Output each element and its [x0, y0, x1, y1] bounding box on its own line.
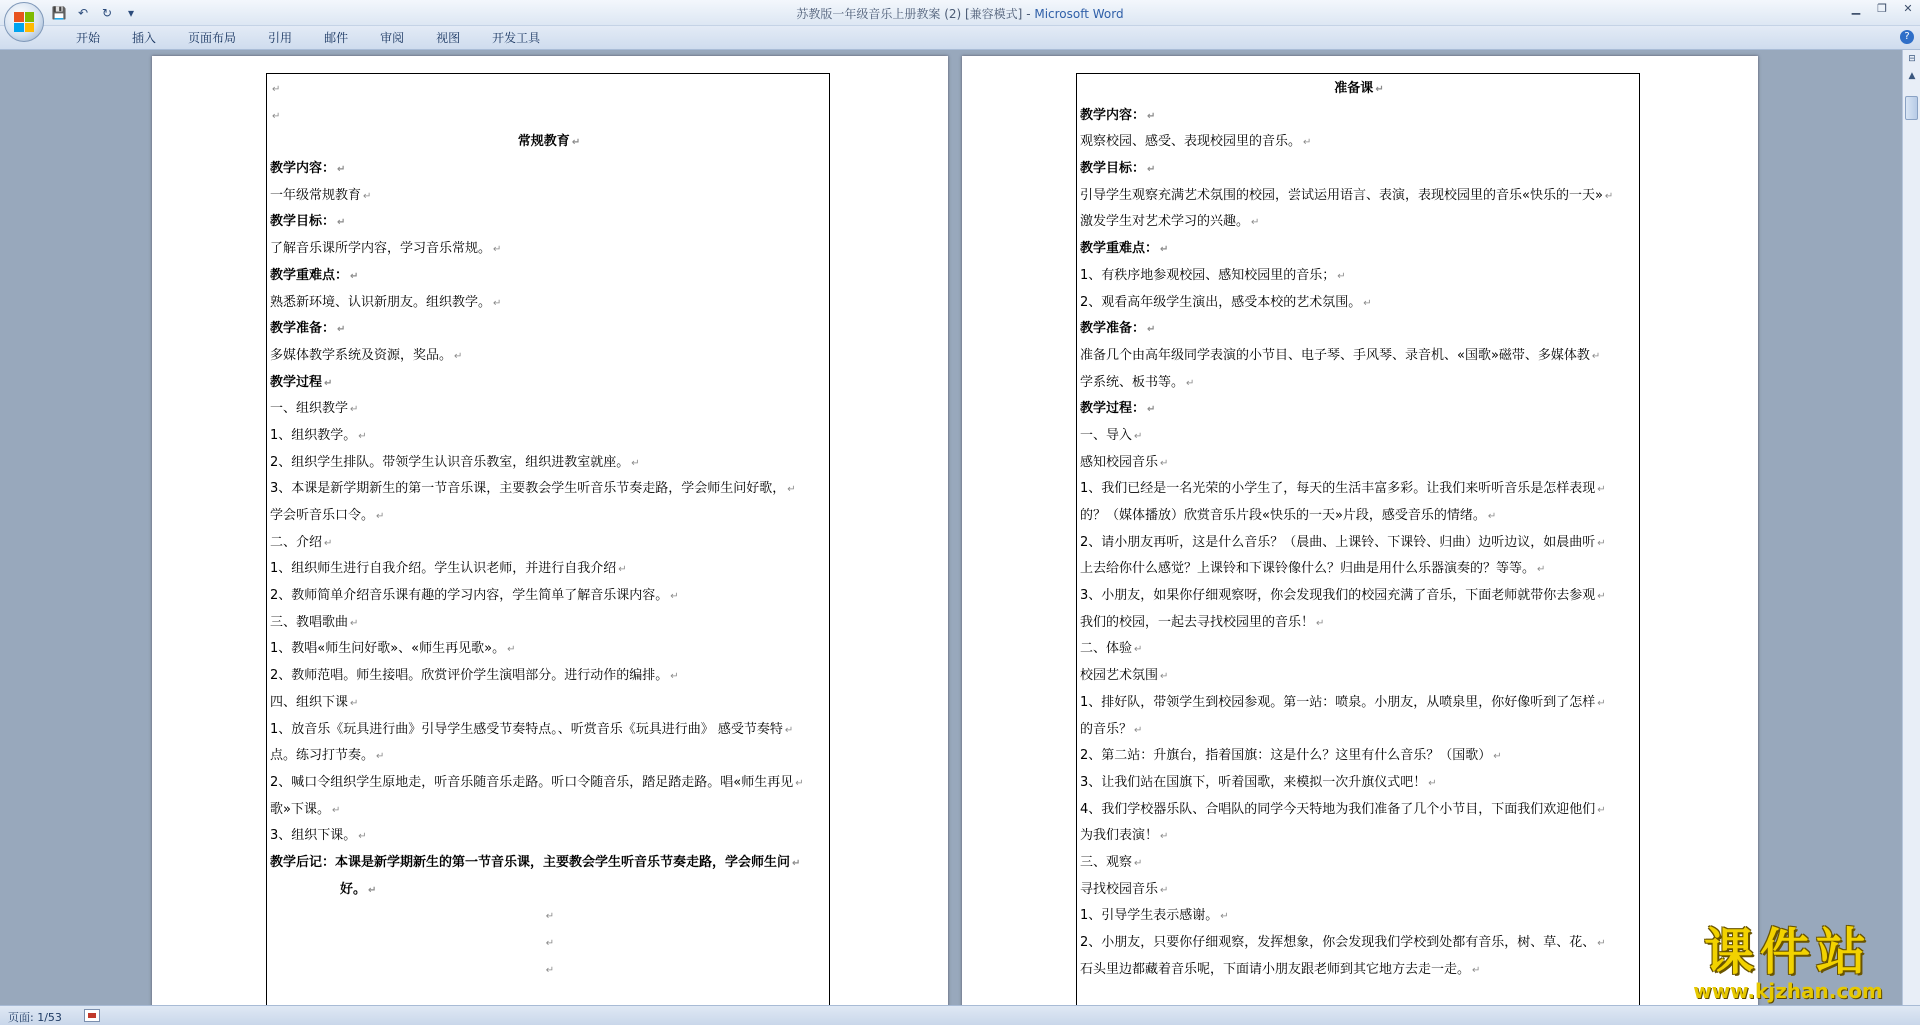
paragraph-mark-icon: ↵ — [1375, 84, 1384, 95]
line-text: 准备课 — [1334, 81, 1374, 96]
text-line — [1080, 823, 1638, 850]
page-text-right — [1080, 76, 1638, 983]
text-line — [1080, 850, 1638, 877]
paragraph-mark-icon: ↵ — [792, 857, 801, 869]
tab-2[interactable]: 页面布局 — [188, 31, 237, 45]
text-line — [1080, 636, 1638, 663]
line-text: 三、观察 — [1080, 854, 1133, 870]
paragraph-mark-icon: ↵ — [1597, 591, 1606, 603]
line-text: 的音乐？ — [1080, 721, 1133, 737]
paragraph-mark-icon: ↵ — [1147, 110, 1156, 122]
text-line — [1080, 717, 1638, 744]
line-text: 1、我们已经是一名光荣的小学生了，每天的生活丰富多彩。让我们来听听音乐是怎样表现 — [1080, 481, 1596, 497]
window-title — [0, 5, 1920, 22]
text-line — [1080, 183, 1638, 210]
line-text: 一、导入 — [1080, 427, 1133, 443]
ruler-toggle-icon[interactable]: ⊟ — [1908, 54, 1916, 64]
line-text: 1、引导学生表示感谢。 — [1080, 908, 1219, 924]
paragraph-mark-icon: ↵ — [1597, 537, 1606, 549]
tab-5[interactable]: 审阅 — [380, 31, 405, 45]
tab-0[interactable]: 开始 — [76, 31, 101, 45]
document-name: 苏教版一年级音乐上册教案 (2) [兼容模式] — [796, 7, 1023, 21]
text-line — [1080, 76, 1638, 103]
text-line — [270, 503, 828, 530]
text-line — [1080, 290, 1638, 317]
text-line — [270, 636, 828, 663]
text-line — [270, 209, 828, 236]
undo-icon[interactable]: ↶ — [77, 6, 89, 20]
text-line — [270, 850, 828, 877]
line-text: 常规教育 — [517, 134, 570, 150]
text-line — [270, 103, 828, 130]
line-text: 2、组织学生排队。带领学生认识音乐教室，组织进教室就座。 — [270, 454, 630, 470]
paragraph-mark-icon: ↵ — [331, 804, 341, 816]
text-line — [1080, 797, 1638, 824]
paragraph-mark-icon: ↵ — [1597, 804, 1606, 816]
paragraph-mark-icon: ↵ — [631, 457, 640, 469]
paragraph-mark-icon: ↵ — [1604, 190, 1614, 202]
tab-7[interactable]: 开发工具 — [492, 31, 541, 45]
paragraph-mark-icon: ↵ — [1134, 430, 1143, 442]
redo-icon[interactable]: ↻ — [101, 6, 113, 20]
text-line — [1080, 129, 1638, 156]
text-line — [1080, 503, 1638, 530]
text-line — [1080, 903, 1638, 930]
line-text: 教学准备： — [1080, 321, 1146, 337]
paragraph-mark-icon: ↵ — [784, 724, 794, 736]
line-text: 校园艺术氛围 — [1080, 668, 1159, 684]
text-line — [270, 396, 828, 423]
line-text: 歌»下课。 — [270, 801, 330, 817]
tab-1[interactable]: 插入 — [132, 31, 157, 45]
scroll-up-icon[interactable]: ▲ — [1908, 71, 1916, 81]
paragraph-mark-icon: ↵ — [493, 244, 502, 256]
line-text: 寻找校园音乐 — [1080, 881, 1159, 897]
document-page-1[interactable] — [152, 56, 948, 1005]
site-watermark — [1668, 925, 1908, 1005]
page-count[interactable]: 页面: 1/53 — [8, 1011, 62, 1024]
line-text: 2、教师范唱。师生接唱。欣赏评价学生演唱部分。进行动作的编排。 — [270, 668, 669, 684]
line-text: 学系统、板书等。 — [1080, 374, 1185, 390]
line-text: 上去给你什么感觉？上课铃和下课铃像什么？归曲是用什么乐器演奏的？等等。 — [1080, 561, 1536, 577]
text-line — [270, 877, 828, 904]
line-text: 准备几个由高年级同学表演的小节目、电子琴、手风琴、录音机、«国歌»磁带、多媒体教 — [1080, 347, 1590, 363]
line-text: 为我们表演！ — [1080, 828, 1159, 844]
paragraph-mark-icon: ↵ — [337, 164, 346, 176]
paragraph-mark-icon: ↵ — [1147, 324, 1156, 336]
line-text: 引导学生观察充满艺术氛围的校园，尝试运用语言、表演，表现校园里的音乐«快乐的一天» — [1080, 187, 1603, 203]
paragraph-mark-icon: ↵ — [350, 617, 359, 629]
paragraph-mark-icon: ↵ — [795, 777, 804, 789]
line-text: 3、让我们站在国旗下，听着国歌，来模拟一次升旗仪式吧！ — [1080, 774, 1427, 790]
line-text: 点。练习打节奏。 — [270, 748, 375, 764]
text-line — [1080, 423, 1638, 450]
text-line — [270, 236, 828, 263]
paragraph-mark-icon: ↵ — [1597, 938, 1606, 949]
paragraph-mark-icon: ↵ — [1160, 831, 1169, 843]
text-line — [1080, 450, 1638, 477]
paragraph-mark-icon: ↵ — [376, 511, 385, 522]
office-button[interactable] — [4, 2, 44, 42]
paragraph-mark-icon: ↵ — [1160, 671, 1169, 683]
paragraph-mark-icon: ↵ — [1493, 751, 1502, 763]
line-text: 教学内容： — [1080, 107, 1146, 123]
text-line — [270, 156, 828, 183]
line-text: 2、教师简单介绍音乐课有趣的学习内容，学生简单了解音乐课内容。 — [270, 588, 669, 604]
title-separator: - — [1022, 7, 1035, 21]
line-text: 的？（媒体播放）欣赏音乐片段«快乐的一天»片段，感受音乐的情绪。 — [1080, 508, 1486, 523]
tab-6[interactable]: 视图 — [436, 31, 461, 45]
line-text: 教学准备： — [270, 321, 336, 337]
text-line — [270, 770, 828, 797]
paragraph-mark-icon: ↵ — [376, 751, 385, 763]
line-text: 教学重难点： — [1080, 241, 1159, 257]
paragraph-mark-icon: ↵ — [493, 297, 502, 309]
paragraph-mark-icon: ↵ — [1134, 857, 1143, 869]
line-text: 了解音乐课所学内容，学习音乐常规。 — [270, 241, 492, 257]
customize-qat-icon[interactable]: ▾ — [127, 6, 135, 20]
text-line — [1080, 743, 1638, 770]
text-line — [1080, 156, 1638, 183]
line-text: 学会听音乐口令。 — [270, 508, 375, 523]
line-text: 感知校园音乐 — [1080, 454, 1159, 470]
line-text: 四、组织下课 — [270, 694, 349, 710]
text-line — [270, 530, 828, 557]
text-line — [270, 423, 828, 450]
text-line — [1080, 770, 1638, 797]
scroll-thumb[interactable] — [1905, 96, 1918, 120]
line-text: 2、小朋友，只要你仔细观察，发挥想象，你会发现我们学校到处都有音乐，树、草、花、 — [1080, 935, 1596, 950]
paragraph-mark-icon: ↵ — [1134, 724, 1143, 736]
text-line — [1080, 343, 1638, 370]
text-line — [1080, 610, 1638, 637]
proofing-icon[interactable] — [84, 1009, 100, 1022]
paragraph-mark-icon: ↵ — [337, 324, 346, 336]
vertical-scrollbar[interactable] — [1902, 50, 1920, 1005]
paragraph-mark-icon: ↵ — [545, 911, 555, 923]
line-text: 1、组织师生进行自我介绍。学生认识老师，并进行自我介绍 — [270, 561, 617, 577]
text-line — [270, 183, 828, 210]
line-text: 多媒体教学系统及资源，奖品。 — [270, 347, 453, 363]
minimize-icon[interactable]: ▁ — [1851, 2, 1861, 15]
text-line — [1080, 209, 1638, 236]
text-line — [1080, 476, 1638, 503]
paragraph-mark-icon: ↵ — [787, 484, 796, 496]
line-text: 2、请小朋友再听，这是什么音乐？（晨曲、上课铃、下课铃、归曲）边听边议，如晨曲听 — [1080, 534, 1596, 550]
paragraph-mark-icon: ↵ — [1134, 644, 1143, 656]
paragraph-mark-icon: ↵ — [618, 564, 627, 576]
text-line — [270, 957, 828, 984]
restore-icon[interactable]: ❐ — [1877, 2, 1887, 15]
text-line — [270, 663, 828, 690]
text-line — [270, 129, 828, 156]
line-text: 好。 — [340, 881, 367, 897]
line-text: 1、有秩序地参观校园、感知校园里的音乐； — [1080, 267, 1336, 283]
line-text: 教学后记：本课是新学期新生的第一节音乐课，主要教会学生听音乐节奏走路，学会师生问 — [270, 854, 791, 870]
paragraph-mark-icon: ↵ — [670, 671, 679, 683]
ribbon-tab-bar — [0, 26, 1920, 50]
text-line — [1080, 556, 1638, 583]
save-icon[interactable]: 💾 — [51, 6, 67, 20]
line-text: 二、介绍 — [270, 534, 323, 550]
line-text: 2、喊口令组织学生原地走，听音乐随音乐走路。听口令随音乐，踏足踏走路。唱«师生再见 — [270, 774, 794, 790]
text-line — [1080, 530, 1638, 557]
line-text: 4、我们学校器乐队、合唱队的同学今天特地为我们准备了几个小节目，下面我们欢迎他们 — [1080, 801, 1596, 817]
text-line — [270, 717, 828, 744]
paragraph-mark-icon: ↵ — [350, 697, 359, 709]
paragraph-mark-icon: ↵ — [507, 644, 516, 656]
line-text: 2、第二站：升旗台，指着国旗：这是什么？这里有什么音乐？（国歌） — [1080, 748, 1492, 764]
close-icon[interactable]: ✕ — [1903, 2, 1913, 15]
text-line — [1080, 583, 1638, 610]
line-text: 一、组织教学 — [270, 401, 349, 417]
line-text: 1、放音乐《玩具进行曲》引导学生感受节奏特点。、听赏音乐《玩具进行曲》 感受节奏特 — [270, 721, 783, 737]
watermark-logo: 课件站 — [1704, 923, 1872, 981]
text-line — [270, 76, 828, 103]
paragraph-mark-icon: ↵ — [1537, 564, 1546, 576]
paragraph-mark-icon: ↵ — [350, 270, 359, 282]
window-controls — [1848, 2, 1916, 16]
text-line — [1080, 370, 1638, 397]
line-text: 1、教唱«师生问好歌»、«师生再见歌»。 — [270, 641, 506, 657]
line-text: 3、本课是新学期新生的第一节音乐课，主要教会学生听音乐节奏走路，学会师生问好歌， — [270, 481, 786, 497]
help-icon[interactable]: ? — [1900, 30, 1914, 44]
status-bar — [0, 1005, 1920, 1025]
paragraph-mark-icon: ↵ — [1147, 404, 1156, 416]
text-line — [270, 290, 828, 317]
tab-4[interactable]: 邮件 — [324, 31, 349, 45]
tab-3[interactable]: 引用 — [268, 31, 293, 45]
paragraph-mark-icon: ↵ — [1597, 484, 1606, 496]
text-line — [270, 583, 828, 610]
text-line — [1080, 930, 1638, 957]
paragraph-mark-icon: ↵ — [358, 430, 367, 442]
paragraph-mark-icon: ↵ — [1337, 270, 1346, 282]
text-line — [1080, 877, 1638, 904]
text-line — [1080, 236, 1638, 263]
text-line — [270, 316, 828, 343]
paragraph-mark-icon: ↵ — [545, 938, 555, 949]
paragraph-mark-icon: ↵ — [454, 350, 463, 362]
text-line — [1080, 663, 1638, 690]
paragraph-mark-icon: ↵ — [1160, 457, 1169, 469]
line-text: 教学目标： — [1080, 161, 1146, 177]
text-line — [270, 556, 828, 583]
line-text: 三、教唱歌曲 — [270, 614, 349, 630]
paragraph-mark-icon: ↵ — [670, 591, 679, 603]
watermark-url: www.kjzhan.com — [1693, 979, 1883, 1003]
paragraph-mark-icon: ↵ — [324, 537, 333, 549]
paragraph-mark-icon: ↵ — [1316, 617, 1325, 629]
paragraph-mark-icon: ↵ — [324, 377, 333, 389]
paragraph-mark-icon: ↵ — [272, 110, 281, 122]
paragraph-mark-icon: ↵ — [1363, 297, 1372, 309]
paragraph-mark-icon: ↵ — [571, 137, 581, 149]
paragraph-mark-icon: ↵ — [1220, 911, 1229, 923]
text-line — [1080, 103, 1638, 130]
line-text: 我们的校园，一起去寻找校园里的音乐！ — [1080, 614, 1315, 630]
line-text: 观察校园、感受、表现校园里的音乐。 — [1080, 134, 1302, 150]
text-line — [270, 476, 828, 503]
text-line — [270, 343, 828, 370]
line-text: 教学目标： — [270, 214, 336, 230]
line-text: 1、排好队，带领学生到校园参观。第一站：喷泉。小朋友，从喷泉里，你好像听到了怎样 — [1080, 694, 1596, 710]
text-line — [270, 797, 828, 824]
paragraph-mark-icon: ↵ — [368, 884, 377, 896]
line-text: 3、组织下课。 — [270, 828, 357, 844]
line-text: 激发学生对艺术学习的兴趣。 — [1080, 214, 1250, 230]
line-text: 石头里边都藏着音乐呢，下面请小朋友跟老师到其它地方去走一走。 — [1080, 961, 1471, 977]
paragraph-mark-icon: ↵ — [358, 831, 367, 843]
text-line — [270, 823, 828, 850]
text-line — [270, 930, 828, 957]
paragraph-mark-icon: ↵ — [1186, 377, 1195, 389]
document-page-2[interactable] — [962, 56, 1758, 1005]
text-line — [1080, 263, 1638, 290]
text-line — [270, 263, 828, 290]
text-line — [270, 743, 828, 770]
line-text: 2、观看高年级学生演出，感受本校的艺术氛围。 — [1080, 294, 1362, 310]
title-bar — [0, 0, 1920, 26]
paragraph-mark-icon: ↵ — [1251, 217, 1260, 229]
document-workspace[interactable] — [0, 50, 1902, 1005]
paragraph-mark-icon: ↵ — [337, 217, 346, 229]
paragraph-mark-icon: ↵ — [1472, 964, 1481, 976]
paragraph-mark-icon: ↵ — [1160, 244, 1169, 256]
line-text: 教学过程： — [1080, 401, 1146, 417]
paragraph-mark-icon: ↵ — [1487, 511, 1497, 522]
paragraph-mark-icon: ↵ — [1160, 884, 1169, 896]
paragraph-mark-icon: ↵ — [1428, 777, 1437, 789]
text-line — [270, 450, 828, 477]
line-text: 3、小朋友，如果你仔细观察呀，你会发现我们的校园充满了音乐，下面老师就带你去参观 — [1080, 588, 1596, 604]
text-line — [270, 610, 828, 637]
paragraph-mark-icon: ↵ — [272, 84, 281, 95]
text-line — [270, 903, 828, 930]
paragraph-mark-icon: ↵ — [1591, 350, 1601, 362]
page-text-left — [270, 76, 828, 983]
office-logo-icon — [14, 12, 34, 32]
paragraph-mark-icon: ↵ — [1597, 697, 1606, 709]
line-text: 二、体验 — [1080, 641, 1133, 657]
text-line — [1080, 690, 1638, 717]
paragraph-mark-icon: ↵ — [350, 404, 359, 416]
text-line — [1080, 396, 1638, 423]
paragraph-mark-icon: ↵ — [363, 190, 372, 202]
text-line — [270, 690, 828, 717]
text-line — [1080, 957, 1638, 984]
paragraph-mark-icon: ↵ — [545, 964, 555, 976]
text-line — [270, 370, 828, 397]
line-text: 一年级常规教育 — [270, 187, 362, 203]
ribbon-tabs — [60, 29, 556, 47]
line-text: 1、组织教学。 — [270, 427, 357, 443]
line-text: 教学内容： — [270, 161, 336, 177]
text-line — [1080, 316, 1638, 343]
app-name: Microsoft Word — [1034, 7, 1124, 21]
paragraph-mark-icon: ↵ — [1147, 164, 1156, 176]
paragraph-mark-icon: ↵ — [1303, 137, 1312, 149]
line-text: 教学重难点： — [270, 267, 349, 283]
line-text: 熟悉新环境、认识新朋友。组织教学。 — [270, 294, 492, 310]
line-text: 教学过程 — [270, 374, 323, 390]
